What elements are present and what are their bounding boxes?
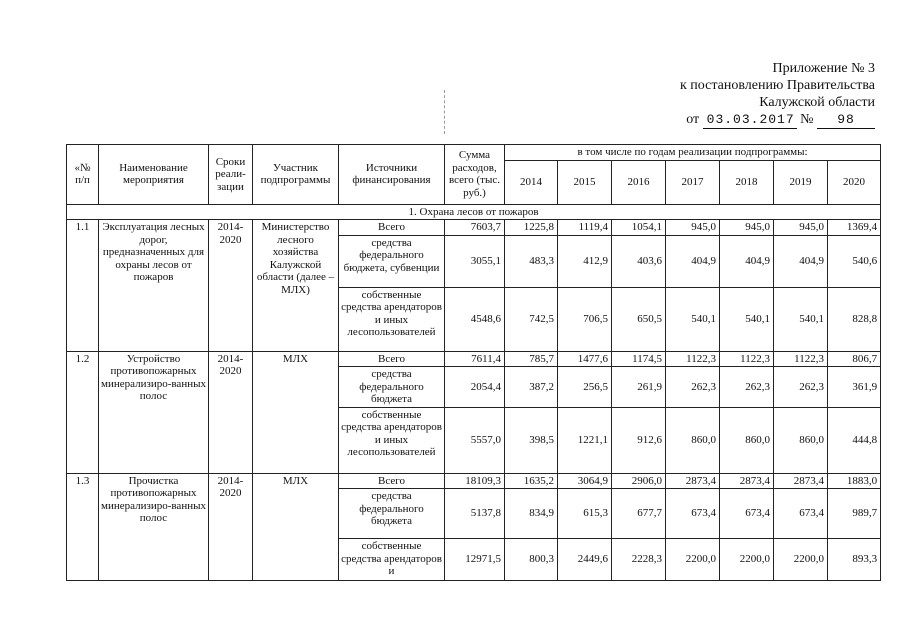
activity-terms: 2014-2020 (209, 473, 253, 581)
funding-source: средства федерального бюджета (339, 367, 445, 408)
year-amount: 412,9 (558, 235, 612, 287)
total-amount: 2054,4 (445, 367, 505, 408)
year-header: 2018 (720, 160, 774, 204)
year-amount: 1477,6 (558, 351, 612, 367)
year-amount: 3064,9 (558, 473, 612, 489)
year-amount: 800,3 (505, 539, 558, 581)
year-amount: 742,5 (505, 287, 558, 351)
year-amount: 444,8 (828, 407, 881, 473)
funding-source: собственные средства арендаторов и иных лесопользователей (339, 407, 445, 473)
year-amount: 2228,3 (612, 539, 666, 581)
year-header: 2017 (666, 160, 720, 204)
decree-reference: к постановлению Правительства (679, 78, 875, 93)
year-amount: 945,0 (666, 220, 720, 236)
year-amount: 945,0 (720, 220, 774, 236)
year-amount: 945,0 (774, 220, 828, 236)
year-amount: 2200,0 (720, 539, 774, 581)
year-header: 2019 (774, 160, 828, 204)
activity-terms: 2014-2020 (209, 220, 253, 352)
funding-source: средства федерального бюджета (339, 489, 445, 539)
year-amount: 262,3 (666, 367, 720, 408)
decree-date-number (615, 111, 875, 129)
col-header-name: Наименование мероприятия (99, 145, 209, 205)
activity-number: 1.2 (67, 351, 99, 473)
year-amount: 860,0 (666, 407, 720, 473)
year-amount: 1054,1 (612, 220, 666, 236)
year-amount: 1221,1 (558, 407, 612, 473)
funding-source: собственные средства арендаторов и иных лесопользователей (339, 287, 445, 351)
year-amount: 650,5 (612, 287, 666, 351)
year-amount: 2449,6 (558, 539, 612, 581)
year-amount: 828,8 (828, 287, 881, 351)
year-amount: 403,6 (612, 235, 666, 287)
year-amount: 806,7 (828, 351, 881, 367)
year-amount: 404,9 (774, 235, 828, 287)
total-amount: 5557,0 (445, 407, 505, 473)
year-amount: 540,1 (720, 287, 774, 351)
total-amount: 7611,4 (445, 351, 505, 367)
year-amount: 1174,5 (612, 351, 666, 367)
year-amount: 860,0 (720, 407, 774, 473)
col-header-participant: Участник подпрограммы (253, 145, 339, 205)
year-header: 2020 (828, 160, 881, 204)
year-amount: 1635,2 (505, 473, 558, 489)
col-header-total: Сумма расходов, всего (тыс. руб.) (445, 145, 505, 205)
activity-name: Прочистка противопожарных минерализиро-ванных полос (99, 473, 209, 581)
year-amount: 398,5 (505, 407, 558, 473)
year-amount: 673,4 (666, 489, 720, 539)
year-amount: 785,7 (505, 351, 558, 367)
year-header: 2016 (612, 160, 666, 204)
activity-number: 1.3 (67, 473, 99, 581)
year-amount: 2200,0 (774, 539, 828, 581)
funding-source: Всего (339, 473, 445, 489)
year-amount: 540,1 (774, 287, 828, 351)
year-amount: 2873,4 (774, 473, 828, 489)
year-amount: 2200,0 (666, 539, 720, 581)
col-header-num: «№ п/п (67, 145, 99, 205)
col-header-terms: Сроки реали-зации (209, 145, 253, 205)
funding-source: Всего (339, 351, 445, 367)
activity-name: Эксплуатация лесных дорог, предназначенных для охраны лесов от пожаров (99, 220, 209, 352)
year-amount: 615,3 (558, 489, 612, 539)
total-amount: 4548,6 (445, 287, 505, 351)
funding-source: средства федерального бюджета, субвенции (339, 235, 445, 287)
total-amount: 18109,3 (445, 473, 505, 489)
year-amount: 262,3 (720, 367, 774, 408)
year-amount: 361,9 (828, 367, 881, 408)
year-amount: 404,9 (666, 235, 720, 287)
year-amount: 540,1 (666, 287, 720, 351)
year-amount: 483,3 (505, 235, 558, 287)
year-amount: 1369,4 (828, 220, 881, 236)
activity-number: 1.1 (67, 220, 99, 352)
year-amount: 989,7 (828, 489, 881, 539)
document-header (615, 60, 875, 129)
funding-source: собственные средства арендаторов и (339, 539, 445, 581)
year-amount: 677,7 (612, 489, 666, 539)
region-name: Калужской области (759, 95, 875, 110)
total-amount: 3055,1 (445, 235, 505, 287)
year-amount: 834,9 (505, 489, 558, 539)
year-amount: 540,6 (828, 235, 881, 287)
activity-terms: 2014-2020 (209, 351, 253, 473)
date-prefix: от (686, 112, 700, 127)
total-amount: 7603,7 (445, 220, 505, 236)
year-amount: 1122,3 (666, 351, 720, 367)
year-amount: 860,0 (774, 407, 828, 473)
year-amount: 2873,4 (666, 473, 720, 489)
year-amount: 1883,0 (828, 473, 881, 489)
total-amount: 5137,8 (445, 489, 505, 539)
appendix-title: Приложение № 3 (772, 61, 875, 76)
year-header: 2015 (558, 160, 612, 204)
funding-source: Всего (339, 220, 445, 236)
year-amount: 256,5 (558, 367, 612, 408)
year-amount: 673,4 (720, 489, 774, 539)
year-amount: 1122,3 (774, 351, 828, 367)
activity-participant: МЛХ (253, 351, 339, 473)
year-amount: 2906,0 (612, 473, 666, 489)
year-amount: 1122,3 (720, 351, 774, 367)
year-amount: 2873,4 (720, 473, 774, 489)
year-header: 2014 (505, 160, 558, 204)
decree-date: 03.03.2017 (703, 111, 797, 129)
activity-name: Устройство противопожарных минерализиро-ванных полос (99, 351, 209, 473)
activity-participant: МЛХ (253, 473, 339, 581)
section-title: 1. Охрана лесов от пожаров (67, 204, 881, 220)
year-amount: 1119,4 (558, 220, 612, 236)
funding-table (66, 144, 881, 581)
year-amount: 893,3 (828, 539, 881, 581)
year-amount: 706,5 (558, 287, 612, 351)
fold-mark (444, 90, 445, 134)
year-amount: 387,2 (505, 367, 558, 408)
year-amount: 261,9 (612, 367, 666, 408)
decree-number: 98 (817, 111, 875, 129)
number-sign: № (800, 112, 814, 127)
activity-participant: Министерство лесного хозяйства Калужской области (далее – МЛХ) (253, 220, 339, 352)
col-header-by-years: в том числе по годам реализации подпрограммы: (505, 145, 881, 161)
year-amount: 1225,8 (505, 220, 558, 236)
year-amount: 912,6 (612, 407, 666, 473)
year-amount: 404,9 (720, 235, 774, 287)
year-amount: 262,3 (774, 367, 828, 408)
col-header-sources: Источники финансирования (339, 145, 445, 205)
total-amount: 12971,5 (445, 539, 505, 581)
year-amount: 673,4 (774, 489, 828, 539)
